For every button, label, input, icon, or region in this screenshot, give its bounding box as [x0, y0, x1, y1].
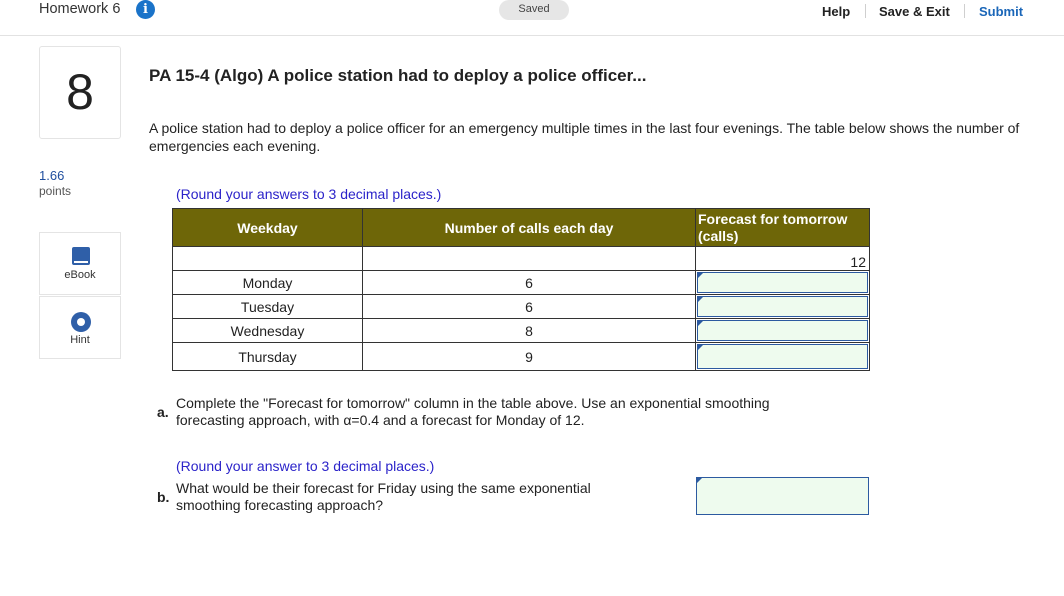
calls-cell: 8 — [363, 319, 696, 343]
lifebuoy-icon — [71, 312, 91, 332]
initial-forecast-cell: 12 — [696, 247, 870, 271]
forecast-input-tuesday[interactable] — [697, 296, 868, 317]
question-number: 8 — [39, 46, 121, 139]
part-a-text: Complete the "Forecast for tomorrow" column in the table above. Use an exponential smoothing forecasting approach, with α=0.4 and a forecast for Monday of 12. — [176, 395, 770, 428]
weekday-cell: Wednesday — [173, 319, 363, 343]
hint-label: Hint — [70, 334, 90, 346]
header-divider — [0, 35, 1064, 36]
ebook-label: eBook — [64, 269, 96, 281]
table-row — [173, 271, 870, 295]
col-header-calls: Number of calls each day — [363, 209, 696, 247]
rounding-note: (Round your answer to 3 decimal places.) — [176, 458, 435, 474]
question-intro: A police station had to deploy a police officer for an emergency multiple times in the last four evenings. The table below shows the number of emergencies each evening. — [149, 120, 1020, 154]
forecast-input-thursday[interactable] — [697, 344, 868, 369]
table-row — [173, 319, 870, 343]
weekday-cell: Thursday — [173, 343, 363, 371]
table-row-initial — [173, 247, 870, 271]
top-bar — [0, 0, 1064, 24]
nav-divider — [865, 4, 866, 18]
weekday-cell: Tuesday — [173, 295, 363, 319]
weekday-cell: Monday — [173, 271, 363, 295]
table-header-row — [173, 209, 870, 247]
assignment-title: Homework 6 — [39, 1, 121, 17]
part-b-label: b. — [157, 489, 170, 505]
info-icon[interactable]: i — [136, 0, 155, 19]
book-icon — [72, 247, 90, 265]
forecast-input-wednesday[interactable] — [697, 320, 868, 341]
ebook-button[interactable] — [39, 232, 121, 295]
submit-button[interactable]: Submit — [979, 4, 1024, 19]
col-header-weekday: Weekday — [173, 209, 363, 247]
hint-button[interactable] — [39, 296, 121, 359]
calls-cell: 9 — [363, 343, 696, 371]
table-row — [173, 343, 870, 371]
question-title: PA 15-4 (Algo) A police station had to deploy a police officer... — [149, 66, 647, 85]
table-row — [173, 295, 870, 319]
forecast-input-monday[interactable] — [697, 272, 868, 293]
part-b-text: What would be their forecast for Friday using the same exponential smoothing forecasting approach? — [176, 480, 591, 513]
part-a-label: a. — [157, 404, 169, 420]
points-value: 1.66 — [39, 168, 65, 183]
points-label: points — [39, 184, 72, 198]
help-button[interactable]: Help — [822, 4, 851, 19]
calls-cell: 6 — [363, 295, 696, 319]
save-exit-button[interactable]: Save & Exit — [879, 4, 950, 19]
nav-divider — [964, 4, 965, 18]
friday-forecast-input[interactable] — [696, 477, 869, 515]
col-header-forecast: Forecast for tomorrow (calls) — [696, 209, 870, 247]
forecast-table — [172, 208, 870, 371]
calls-cell: 6 — [363, 271, 696, 295]
saved-status-badge: Saved — [499, 0, 569, 20]
rounding-note: (Round your answers to 3 decimal places.) — [176, 186, 442, 202]
